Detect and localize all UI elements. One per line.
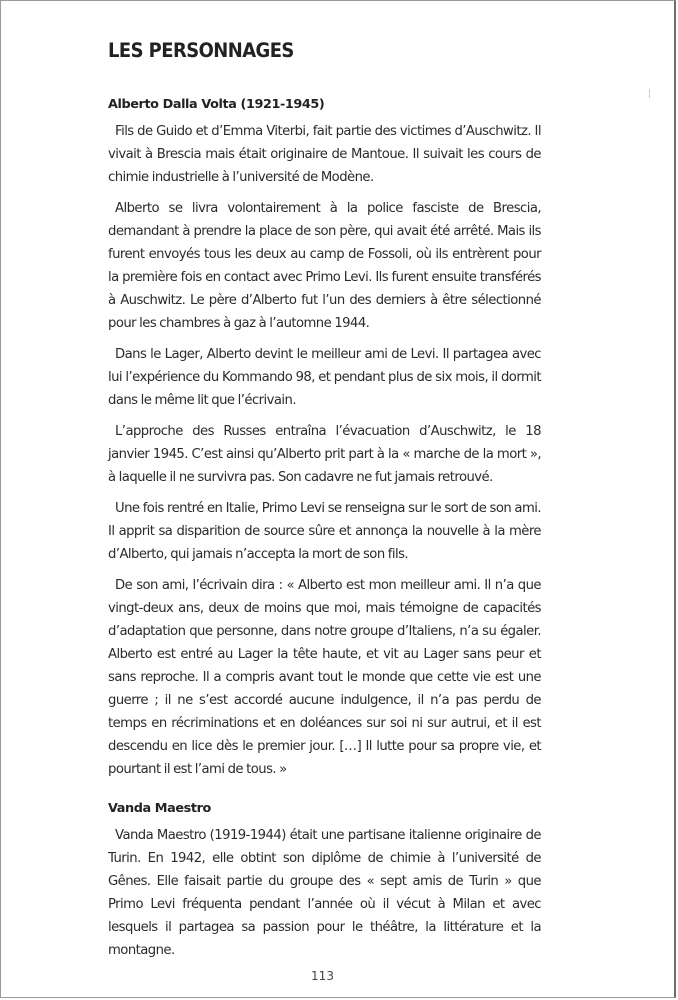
paragraph: Une fois rentré en Italie, Primo Levi se renseigna sur le sort de son ami. Il apprit sa disparition de source sûre et annonça la nouvelle à la mère d’Alberto, qui jamais n’accepta la mort de son fils. (108, 501, 541, 562)
paragraph: L’approche des Russes entraîna l’évacuation d’Auschwitz, le 18 janvier 1945. C’est ainsi qu’Alberto prit part à la « marche de la mort », à laquelle il ne survivra pas. Son cadavre ne fut jamais retrouvé. (108, 424, 541, 485)
section-alberto-dalla-volta (108, 97, 541, 781)
paragraph: Fils de Guido et d’Emma Viterbi, fait partie des victimes d’Auschwitz. Il vivait à Brescia mais était originaire de Mantoue. Il suivait les cours de chimie industrielle à l’université de Modène. (108, 124, 541, 185)
paragraph: Dans le Lager, Alberto devint le meilleur ami de Levi. Il partagea avec lui l’expérience du Kommando 98, et pendant plus de six mois, il dormit dans le même lit que l’écrivain. (108, 347, 541, 408)
paragraph: Alberto se livra volontairement à la police fasciste de Brescia, demandant à prendre la place de son père, qui avait été arrêté. Mais ils furent envoyés tous les deux au camp de Fossoli, où ils entrèrent pour la première fois en contact avec Primo Levi. Ils furent ensuite transférés à Auschwitz. Le père d’Alberto fut l’un des derniers à être sélectionné pour les chambres à gaz à l’automne 1944. (108, 201, 541, 331)
section-heading: Alberto Dalla Volta (1921-1945) (108, 97, 325, 112)
section-heading: Vanda Maestro (108, 801, 211, 816)
page-number: 113 (311, 969, 334, 983)
paragraph: Vanda Maestro (1919-1944) était une partisane italienne originaire de Turin. En 1942, elle obtint son diplôme de chimie à l’université de Gênes. Elle faisait partie du groupe des « sept amis de Turin » que Primo Levi fréquenta pendant l’année où il vécut à Milan et avec lesquels il partagea sa passion pour le théâtre, la littérature et la montagne. (108, 828, 541, 958)
paragraph: De son ami, l’écrivain dira : « Alberto est mon meilleur ami. Il n’a que vingt-deux ans, deux de moins que moi, mais témoigne de capacités d’adaptation que personne, dans notre groupe d’Italiens, n’a su égaler. Alberto est entré au Lager la tête haute, et vit au Lager sans peur et sans reproche. Il a compris avant tout le monde que cette vie est une guerre ; il ne s’est accordé aucune indulgence, il n’a pas perdu de temps en récriminations et en doléances sur soi ni sur autrui, et il est descendu en lice dès le premier jour. […] Il lutte pour sa propre vie, et pourtant il est l’ami de tous. » (108, 578, 541, 777)
section-vanda-maestro (108, 801, 541, 962)
chapter-title: LES PERSONNAGES (108, 39, 294, 62)
scan-mark (649, 89, 650, 98)
